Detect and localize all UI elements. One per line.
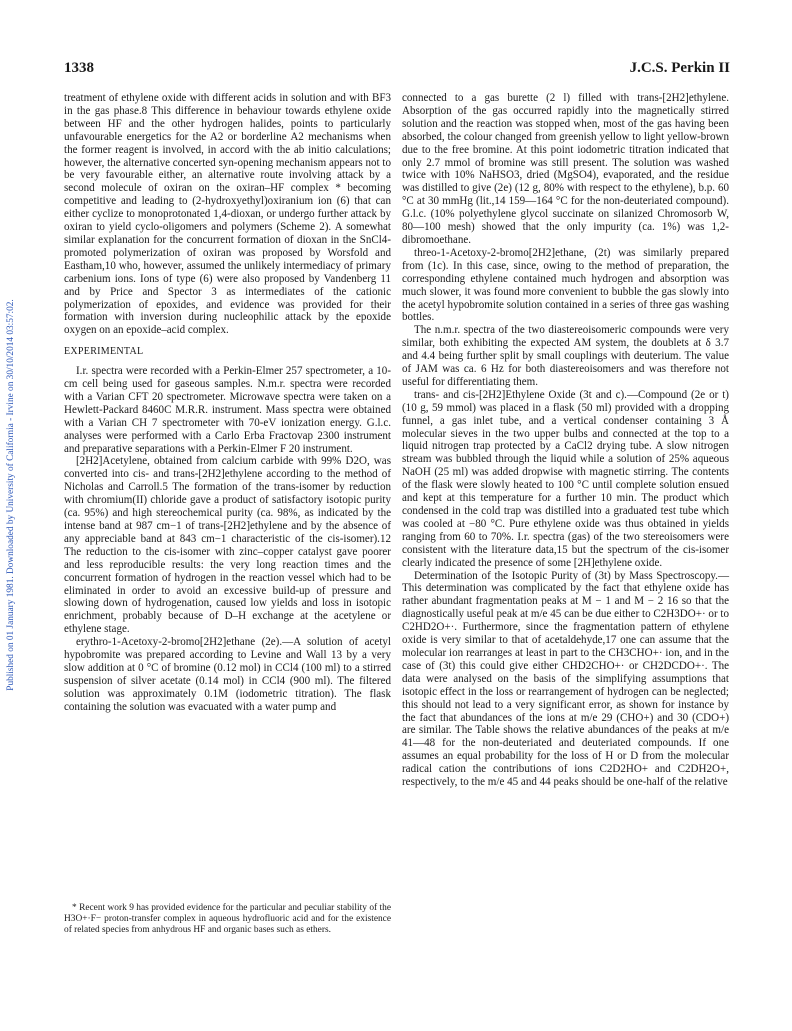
paragraph-isotopic-purity: Determination of the Isotopic Purity of (3t) by Mass Spectroscopy.—This determination was complicated by the fact that ethylene oxide has rather abundant fragmentation peaks at M − 1 and M − 2 16 so that the diagnostically useful peak at m/e 45 can be due either to C2H3DO+· or to C2HD2O+·. Furthermore, since the fragmentation pattern of ethylene oxide is very similar to that of acetaldehyde,17 one can assume that the molecular ion rearranges at least in part to the CH3CHO+· ion, and in the case of (3t) this could give either CHD2CHO+· or CH2DCDO+·. The data were analysed on the basis of the simplifying assumptions that isotopic effect in the loss or rearrangement of hydrogen can be neglected; this should not lead to a very significant error, as shown for instance by the fact that abundances of the ions at m/e 29 (CHO+) and 30 (CDO+) are similar. The Table shows the relative abundances of the peaks at m/e 41—48 for the non-deuteriated and deuteriated compounds. If one assumes an equal probability for the loss of H or D from the molecular radical cation the contributions of ions C2D2HO+ and C2DH2O+, respectively, to the m/e 45 and 44 peaks should be one-half of the relative [402, 569, 729, 789]
download-watermark-sidebar [4, 150, 18, 840]
paragraph-nmr: The n.m.r. spectra of the two diastereoisomeric compounds were very similar, both exhibiting the expected AM system, the doublets at δ 3.7 and 4.4 being further split by small couplings with deuterium. The value of JAM was ca. 6 Hz for both diastereoisomers and was therefore not useful for differentiating them. [402, 324, 729, 388]
page-header [64, 60, 730, 82]
left-column [64, 92, 391, 714]
download-notice-link[interactable]: Published on 01 January 1981. Downloaded by University of California - Irvine on 30/10/2014 03:57:02. [6, 299, 16, 691]
footnote-text: * Recent work 9 has provided evidence for the particular and peculiar stability of the H3O+·F− proton-transfer complex in aqueous hydrofluoric acid and for the existence of related species from anhydrous HF and organic bases such as ethers. [64, 903, 391, 935]
paragraph-ethylene-oxide: trans- and cis-[2H2]Ethylene Oxide (3t and c).—Compound (2e or t) (10 g, 59 mmol) was placed in a flask (50 ml) provided with a dropping funnel, a gas inlet tube, and a vertical condenser containing 3 Å molecular sieves in the two upper bulbs and connected at the top to a liquid nitrogen trap protected by a CaCl2 drying tube. A slow nitrogen stream was bubbled through the liquid while a solution of 25% aqueous NaOH (25 ml) was added dropwise with magnetic stirring. The contents of the flask were slowly heated to 100 °C until complete solution ensued and kept at this temperature for a further 10 min. The product which condensed in the cold trap was distilled into a graduated test tube which was cooled at −80 °C. Pure ethylene oxide was thus obtained in yields ranging from 60 to 70%. I.r. spectra (gas) of the two stereoisomers were consistent with the literature data,15 but the spectrum of the cis-isomer clearly indicated the presence of some [2H]ethylene oxide. [402, 388, 729, 569]
paragraph-erythro-prep: erythro-1-Acetoxy-2-bromo[2H2]ethane (2e).—A solution of acetyl hypobromite was prepared according to Levine and Wall 13 by a very slow addition at 0 °C of bromine (0.12 mol) in CCl4 (100 ml) to a stirred suspension of silver acetate (0.14 mol) in CCl4 (900 ml). The filtered solution was approximately 0.1M (iodometric titration). The flask containing the solution was evacuated with a water pump and [64, 636, 391, 713]
footnote [64, 903, 391, 936]
paragraph-threo-prep: threo-1-Acetoxy-2-bromo[2H2]ethane, (2t) was similarly prepared from (1c). In this case, since, owing to the method of preparation, the corresponding ethylene contained much hydrogen and absorption was much slower, it was found more convenient to bubble the gas slowly into the acetyl hypobromite solution contained in a series of three gas washing bottles. [402, 246, 729, 324]
page-number: 1338 [64, 60, 94, 76]
paragraph-instruments: I.r. spectra were recorded with a Perkin-Elmer 257 spectrometer, a 10-cm cell being used for gaseous samples. N.m.r. spectra were recorded with a Varian CFT 20 spectrometer. Microwave spectra were taken on a Hewlett-Packard 8460C M.R.R. instrument. Mass spectra were obtained with a Varian CH 7 spectrometer with 70-eV ionization energy. G.l.c. analyses were performed with a Carlo Erba Fractovap 2300 instrument and preparative separations with a Perkin-Elmer F 20 instrument. [64, 365, 391, 455]
journal-title: J.C.S. Perkin II [629, 60, 730, 76]
paragraph-acetylene: [2H2]Acetylene, obtained from calcium carbide with 99% D2O, was converted into cis- and trans-[2H2]ethylene according to the method of Nicholas and Carroll.5 The formation of the trans-isomer by reduction with chromium(II) chloride gave a product of satisfactory isotopic purity (ca. 95%) and high stereochemical purity (ca. 98%, as indicated by the intense band at 987 cm−1 of trans-[2H2]ethylene and by the absence of any appreciable band at 843 cm−1 characteristic of the cis-isomer).12 The reduction to the cis-isomer with zinc–copper catalyst gave poorer and less reproducible results: the very long reaction times and the concurrent formation of hydrogen in the reaction vessel which had to be eliminated in order to avoid an excessive build-up of pressure and slowing down of hydrogenation, caused low yields and loss in isotopic enrichment, probably because of D–H exchange at the acetylene or ethylene stage. [64, 455, 391, 636]
right-column [402, 92, 729, 789]
paragraph-discussion: treatment of ethylene oxide with different acids in solution and with BF3 in the gas phase.8 This difference in behaviour towards ethylene oxide between HF and the other hydrogen halides, points to particularly unfavourable energetics for the A2 or borderline A2 mechanisms when the former reagent is involved, in accord with the ab initio calculations; however, the alternative concerted syn-opening mechanism appears not to be very favourable either, an alternative route involving attack by a second molecule of oxiran on the oxiran–HF complex * becoming competitive and leading to (2-hydroxyethyl)oxiranium ion (6) that can either cyclize to monoprotonated 1,4-dioxan, or undergo further attack by oxiran to yield cyclo-oligomers and polymers (Scheme 2). A somewhat similar explanation for the concurrent formation of dioxan in the SnCl4-promoted polymerization of oxiran was proposed by Worsfold and Eastham,10 who, however, assumed the unlikely intermediacy of primary carbenium ions. Ions of type (6) were also proposed by Vandenberg 11 and by Price and Spector 3 as intermediates of the cationic polymerization of epoxides, and evidence was provided for their formation with inversion during nucleophilic attack by the epoxide oxygen on an epoxide–acid complex. [64, 92, 391, 337]
section-heading-experimental: EXPERIMENTAL [64, 346, 144, 358]
paragraph-erythro-continued: connected to a gas burette (2 l) filled with trans-[2H2]ethylene. Absorption of the gas occurred rapidly into the magnetically stirred solution and the reaction was stopped when, most of the gas having been absorbed, the colour changed from greenish yellow to light yellow-brown due to the free bromine. At this point iodometric titration indicated that only 2.7 mmol of bromine was still present. The solution was washed twice with 10% NaHSO3, dried (MgSO4), evaporated, and the residue was distilled to give (2e) (12 g, 80% with respect to the ethylene), b.p. 60 °C at 30 mmHg (lit.,14 159—164 °C for the non-deuteriated compound). G.l.c. (10% polyethylene glycol succinate on silanized Chromosorb W, 80—100 mesh) showed that the only impurity (ca. 1%) was 1,2-dibromoethane. [402, 92, 729, 246]
